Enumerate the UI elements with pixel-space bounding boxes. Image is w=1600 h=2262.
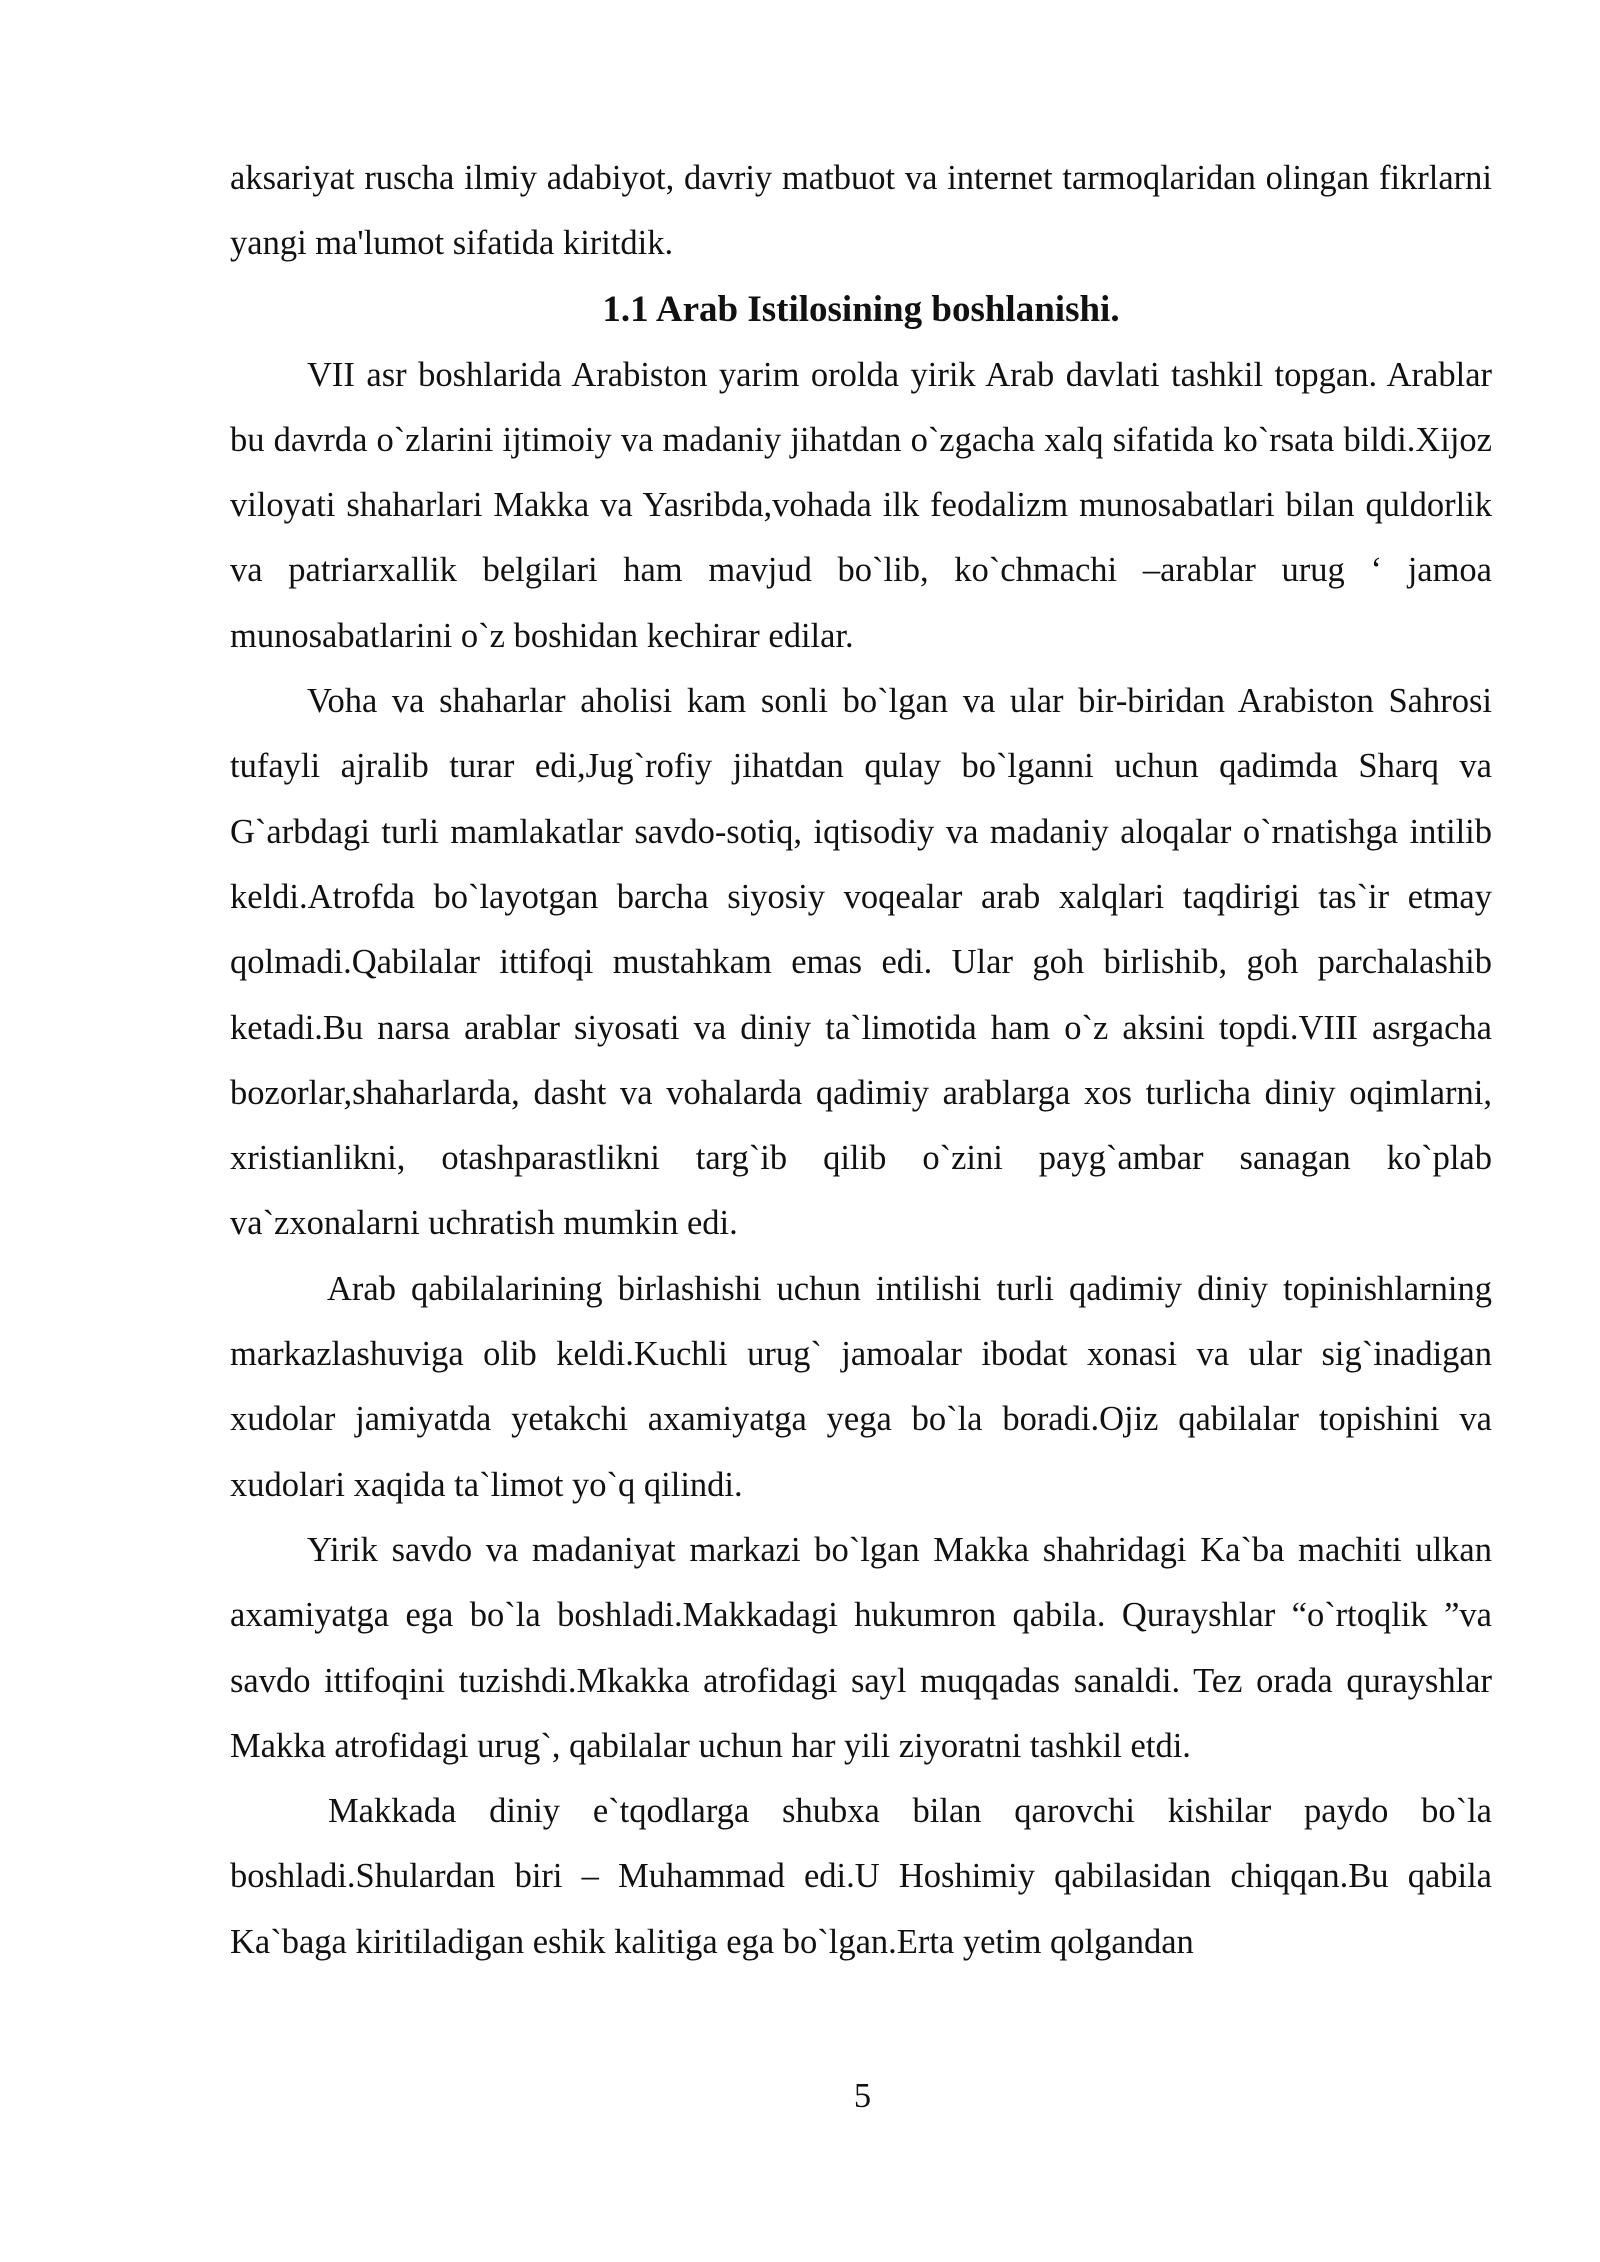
body-paragraph: Voha va shaharlar aholisi kam sonli bo`lgan va ular bir-biridan Arabiston Sahrosi tufayli ajralib turar edi,Jug`rofiy jihatdan qulay bo`lganni uchun qadimda Sharq va G`arbdagi turli mamlakatlar savdo-sotiq, iqtisodiy va madaniy aloqalar o`rnatishga intilib keldi.Atrofda bo`layotgan barcha siyosiy voqealar arab xalqlari taqdirigi tas`ir etmay qolmadi.Qabilalar ittifoqi mustahkam emas edi. Ular goh birlishib, goh parchalashib ketadi.Bu narsa arablar siyosati va diniy ta`limotida ham o`z aksini topdi.VIII asrgacha bozorlar,shaharlarda, dasht va vohalarda qadimiy arablarga xos turlicha diniy oqimlarni, xristianlikni, otashparastlikni targ`ib qilib o`zini payg`ambar sanagan ko`plab va`zxonalarni uchratish mumkin edi.: [230, 682, 1492, 1243]
section-heading: 1.1 Arab Istilosining boshlanishi.: [602, 288, 1120, 330]
intro-paragraph: aksariyat ruscha ilmiy adabiyot, davriy matbuot va internet tarmoqlaridan olingan fikrlarni yangi ma'lumot sifatida kiritdik.: [230, 159, 1492, 263]
body-paragraph: Arab qabilalarining birlashishi uchun intilishi turli qadimiy diniy topinishlarning markazlashuviga olib keldi.Kuchli urug` jamoalar ibodat xonasi va ular sig`inadigan xudolar jamiyatda yetakchi axamiyatga yega bo`la boradi.Ojiz qabilalar topishini va xudolari xaqida ta`limot yo`q qilindi.: [230, 1269, 1492, 1504]
body-paragraph: VII asr boshlarida Arabiston yarim orolda yirik Arab davlati tashkil topgan. Arablar bu davrda o`zlarini ijtimoiy va madaniy jihatdan o`zgacha xalq sifatida ko`rsata bildi.Xijoz viloyati shaharlari Makka va Yasribda,vohada ilk feodalizm munosabatlari bilan quldorlik va patriarxallik belgilari ham mavjud bo`lib, ko`chmachi –arablar urug ‘ jamoa munosabatlarini o`z boshidan kechirar edilar.: [230, 355, 1492, 655]
page-content: [230, 146, 1492, 1975]
page-number: 5: [853, 2077, 872, 2115]
body-paragraph: Makkada diniy e`tqodlarga shubxa bilan qarovchi kishilar paydo bo`la boshladi.Shulardan biri – Muhammad edi.U Hoshimiy qabilasidan chiqqan.Bu qabila Ka`baga kiritiladigan eshik kalitiga ega bo`lgan.Erta yetim qolgandan: [230, 1792, 1492, 1961]
body-paragraph: Yirik savdo va madaniyat markazi bo`lgan Makka shahridagi Ka`ba machiti ulkan axamiyatga ega bo`la boshladi.Makkadagi hukumron qabila. Qurayshlar “o`rtoqlik ”va savdo ittifoqini tuzishdi.Mkakka atrofidagi sayl muqqadas sanaldi. Tez orada qurayshlar Makka atrofidagi urug`, qabilalar uchun har yili ziyoratni tashkil etdi.: [230, 1530, 1492, 1765]
